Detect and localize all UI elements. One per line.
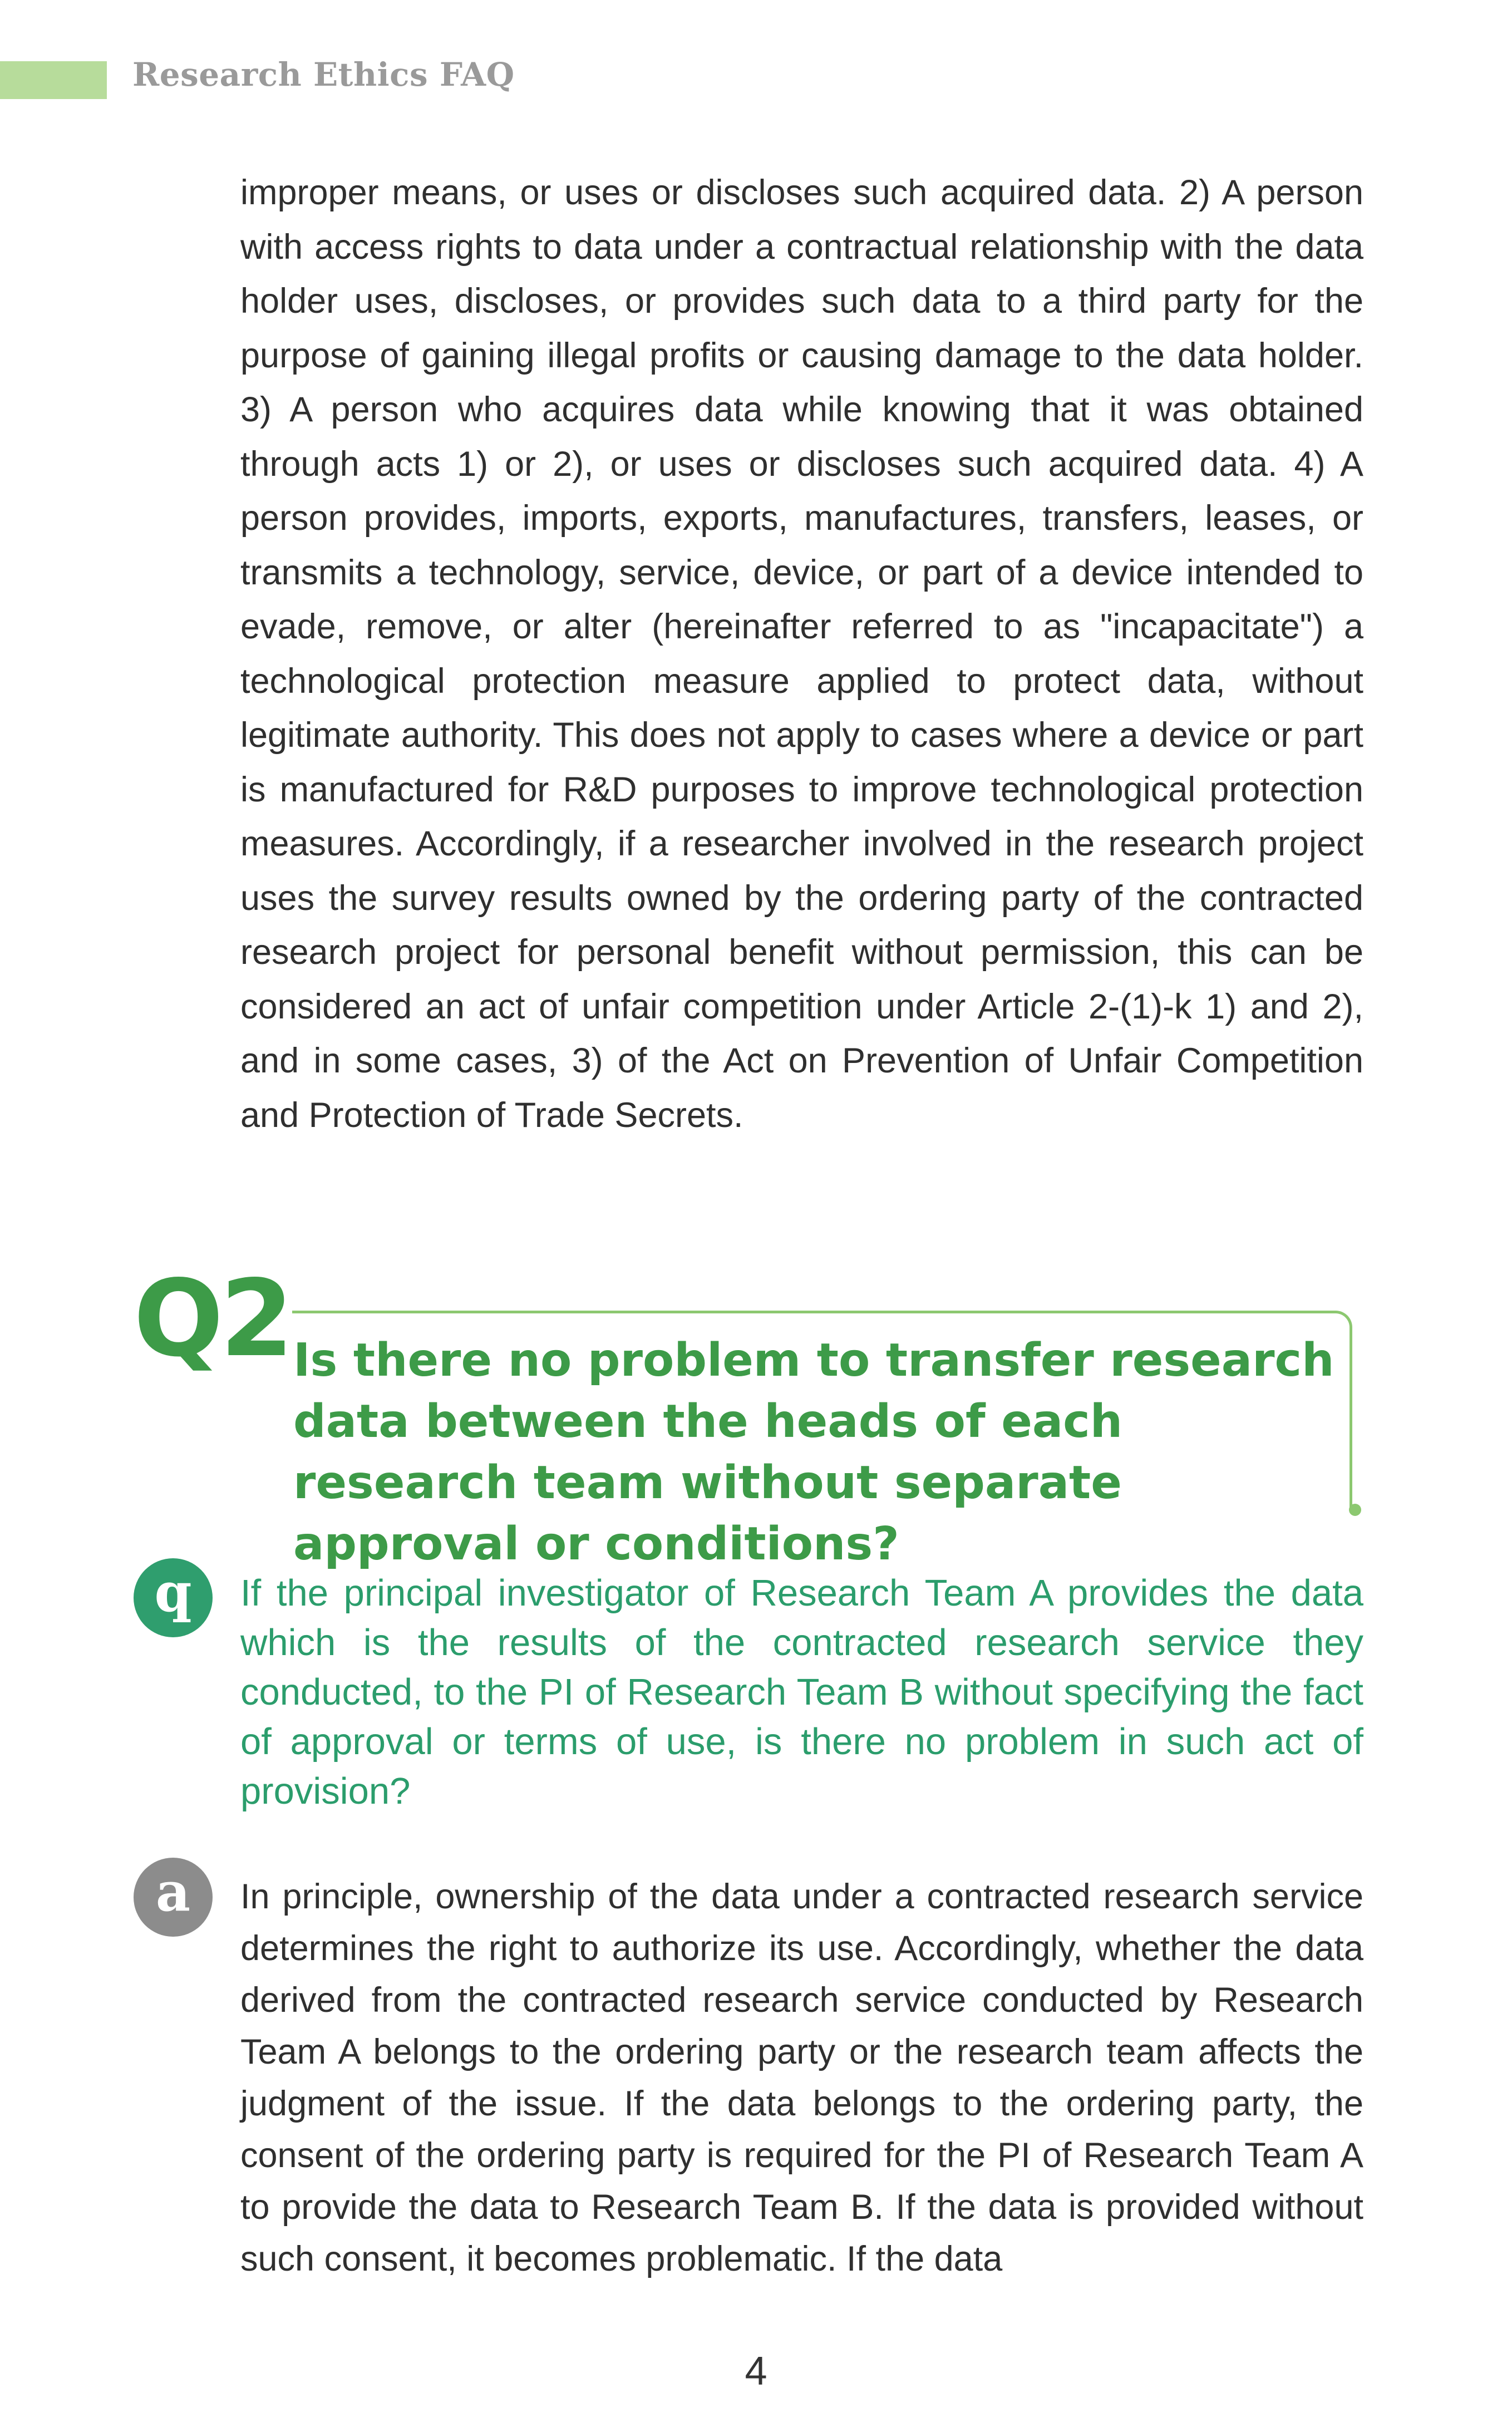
header-accent-bar xyxy=(0,61,107,99)
question-badge-icon: q xyxy=(134,1558,213,1637)
q2-frame-dot xyxy=(1349,1504,1361,1516)
q2-title: Is there no problem to transfer research data between the heads of each research team without separate approval or conditions? xyxy=(293,1334,1334,1571)
header-title: Research Ethics FAQ xyxy=(132,56,515,93)
intro-paragraph: improper means, or uses or discloses such acquired data. 2) A person with access rights to data under a contractual relationship with the data holder uses, discloses, or provides such data to a third party for the purpose of gaining illegal profits or causing damage to the data holder. 3) A person who acquires data while knowing that it was obtained through acts 1) or 2), or uses or discloses such acquired data. 4) A person provides, imports, exports, manufactures, transfers, leases, or transmits a technology, service, device, or part of a device intended to evade, remove, or alter (hereinafter referred to as "incapacitate") a technological protection measure applied to protect data, without legitimate authority. This does not apply to cases where a device or part is manufactured for R&D purposes to improve technological protection measures. Accordingly, if a researcher involved in the research project uses the survey results owned by the ordering party of the contracted research project for personal benefit without permission, this can be considered an act of unfair competition under Article 2-(1)-k 1) and 2), and in some cases, 3) of the Act on Prevention of Unfair Competition and Protection of Trade Secrets. xyxy=(240,173,1363,1135)
page-number: 4 xyxy=(745,2349,767,2394)
question-text: If the principal investigator of Research Team A provides the data which is the results of the contracted research service they conducted, to the PI of Research Team B without specifying the fact of approval or terms of use, is there no problem in such act of provision? xyxy=(240,1572,1363,1812)
answer-badge-icon: a xyxy=(134,1858,213,1937)
answer-text: In principle, ownership of the data under a contracted research service determines the right to authorize its use. Accordingly, whether the data derived from the contracted research service conducted by Research Team A belongs to the ordering party or the research team affects the judgment of the issue. If the data belongs to the ordering party, the consent of the ordering party is required for the PI of Research Team A to provide the data to Research Team B. If the data is provided without such consent, it becomes problematic. If the data xyxy=(240,1877,1363,2278)
q2-label: Q2 xyxy=(134,1257,290,1380)
